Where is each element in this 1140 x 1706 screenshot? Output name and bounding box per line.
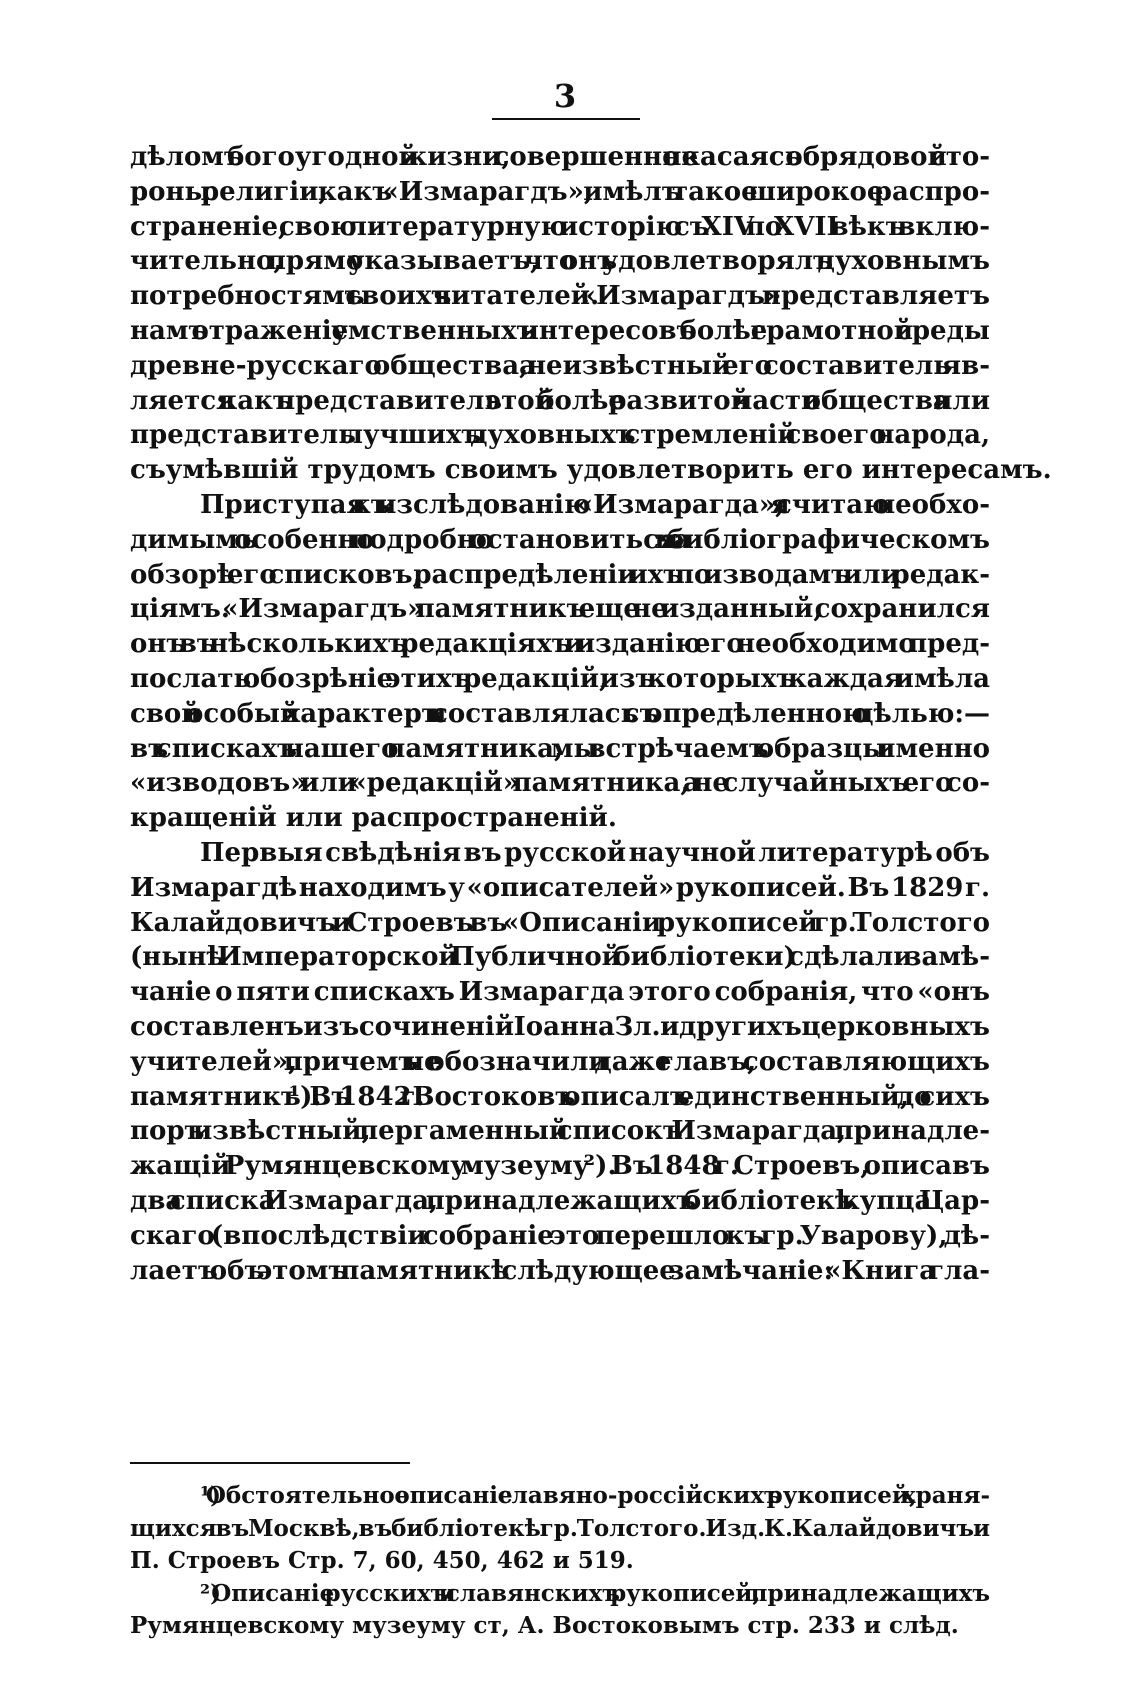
text-line: Калайдовичъ и Строевъ въ «Описаніи рукописей гр. Толстого xyxy=(130,907,990,938)
text-line: димымъ особенно подробно остановиться на библіографическомъ xyxy=(130,524,990,555)
text-line: чительно, прямо указываетъ, что онъ удовлетворялъ духовнымъ xyxy=(130,246,990,277)
footnote-line: Румянцевскому музеуму ст, А. Востоковымъ стр. 233 и слѣд. xyxy=(130,1612,959,1639)
text-line: чаніе о пяти спискахъ Измарагда этого собранія, что «онъ xyxy=(130,977,990,1008)
text-line: памятникъ ¹). Въ 1842 г. Востоковъ описалъ единственный, до сихъ xyxy=(130,1081,990,1112)
footnote-line: ²) Описаніе русскихъ и славянскихъ рукописей, принадлежащихъ xyxy=(200,1579,990,1607)
text-line: потребностямъ своихъ читателей. «Измарагдъ» представляетъ xyxy=(130,281,990,312)
text-line: кращеній или распространеній. xyxy=(130,803,617,834)
text-line: составленъ изъ сочиненій Іоанна Зл. и другихъ церковныхъ xyxy=(130,1011,990,1042)
text-line: дѣломъ богоугодной жизни, совершенно не касаясь обрядовой сто- xyxy=(130,142,990,172)
footnote-line: щихся въ Москвѣ, въ библіотекѣ гр. Толстого. Изд. К. Калайдовичъ и xyxy=(130,1514,990,1542)
text-line: (нынѣ Императорской Публичной библіотеки) сдѣлали замѣ- xyxy=(130,942,990,973)
text-line: древне-русскаго общества, а неизвѣстный его составитель яв- xyxy=(130,350,990,381)
text-line: въ спискахъ нашего памятника, мы встрѣчаемъ образцы именно xyxy=(130,733,990,764)
text-line: свой особый характеръ и составлялась съ опредѣленною цѣлью:— xyxy=(130,698,990,729)
text-line: жащій Румянцевскому музеуму ²). Въ 1848 г. Строевъ, описавъ xyxy=(130,1151,990,1182)
text-line: обзорѣ его списковъ, распредѣленіи ихъ по изводамъ или редак- xyxy=(130,559,990,590)
footnote-separator xyxy=(130,1462,410,1464)
text-line: съумѣвшій трудомъ своимъ удовлетворить его интересамъ. xyxy=(130,455,1052,486)
text-line: онъ въ нѣсколькихъ редакціяхъ и изданію его необходимо пред- xyxy=(130,629,990,660)
text-line: скаго (впослѣдствіи собраніе это перешло къ гр. Уварову), дѣ- xyxy=(130,1220,990,1251)
text-line: намъ отраженіе умственныхъ интересовъ болѣе грамотной среды xyxy=(130,315,990,346)
text-line: страненіе, свою литературную исторію съ XIV по XVII вѣкъ вклю- xyxy=(130,211,990,242)
text-line: поръ извѣстный, пергаменный списокъ Измарагда, принадле- xyxy=(130,1116,990,1147)
footnotes xyxy=(130,1480,990,1643)
main-text xyxy=(130,140,1052,1288)
text-line: лаетъ объ этомъ памятникѣ слѣдующее замѣчаніе: «Книга гла- xyxy=(130,1255,990,1286)
footnote-line: ¹) Обстоятельное описаніе славяно-россійскихъ рукописей, храня- xyxy=(200,1482,990,1509)
text-line: Первыя свѣдѣнія въ русской научной литературѣ объ xyxy=(200,837,990,868)
text-line: представитель лучшихъ духовныхъ стремленій своего народа, xyxy=(130,420,990,451)
text-line: роны религіи, какъ «Измарагдъ», имѣлъ такое широкое распро- xyxy=(130,176,990,207)
text-line: послать обозрѣніе этихъ редакцій, изъ которыхъ каждая имѣла xyxy=(130,663,990,694)
footnote-line: П. Строевъ Стр. 7, 60, 450, 462 и 519. xyxy=(130,1547,634,1574)
text-line: ціямъ. «Измарагдъ» памятникъ еще не изданный, сохранился xyxy=(130,594,990,625)
text-line: учителей», причемъ не обозначили даже главъ, составляющихъ xyxy=(130,1046,990,1077)
text-line: «изводовъ» или «редакцій» памятника, а не случайныхъ его со- xyxy=(130,768,990,799)
page-number: 3 xyxy=(553,77,577,115)
text-line: Приступая къ изслѣдованію «Измарагда», я считаю необхо- xyxy=(200,489,990,520)
text-line: два списка Измарагда, принадлежащихъ библіотекѣ купца Цар- xyxy=(130,1185,990,1216)
text-line: Измарагдѣ находимъ у «описателей» рукописей. Въ 1829 г. xyxy=(130,872,990,903)
text-line: ляется какъ представитель этой болѣе развитой части общества или xyxy=(130,385,990,416)
page-number-rule xyxy=(492,118,640,120)
